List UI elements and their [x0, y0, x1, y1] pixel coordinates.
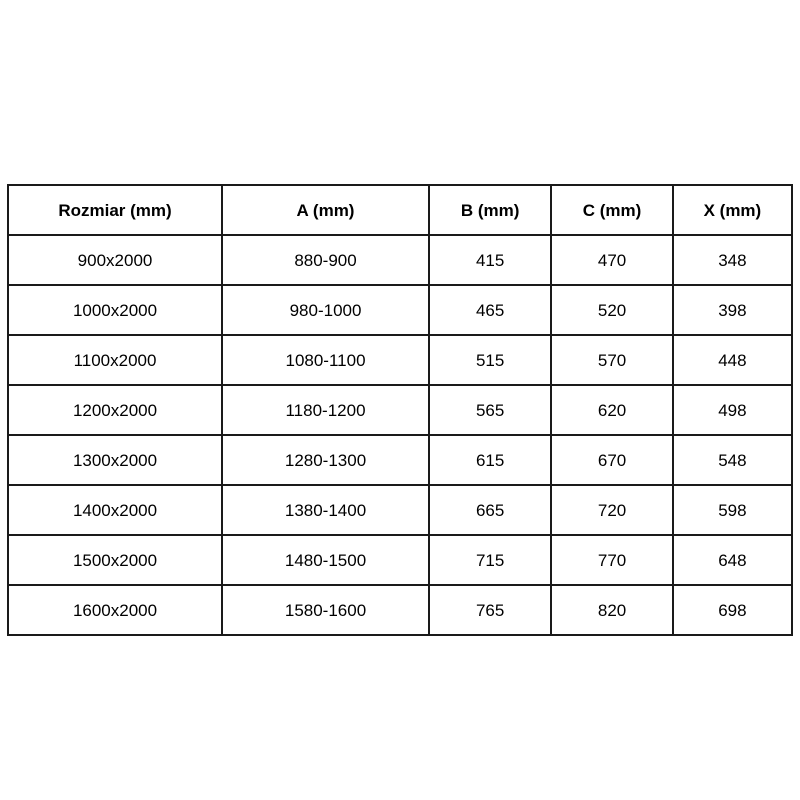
table-cell-a: 1080-1100	[222, 335, 429, 385]
table-cell-rozmiar: 1200x2000	[8, 385, 222, 435]
table-cell-c: 720	[551, 485, 673, 535]
table-row	[8, 335, 792, 385]
table-cell-rozmiar: 1000x2000	[8, 285, 222, 335]
table-cell-x: 348	[673, 235, 792, 285]
column-header-c: C (mm)	[551, 185, 673, 235]
table-cell-x: 648	[673, 535, 792, 585]
column-header-x: X (mm)	[673, 185, 792, 235]
table-body	[8, 235, 792, 635]
table-cell-rozmiar: 1400x2000	[8, 485, 222, 535]
table-cell-b: 415	[429, 235, 551, 285]
table-cell-c: 670	[551, 435, 673, 485]
table-cell-x: 448	[673, 335, 792, 385]
table-cell-c: 820	[551, 585, 673, 635]
table-cell-a: 1580-1600	[222, 585, 429, 635]
table-cell-b: 515	[429, 335, 551, 385]
table-row	[8, 285, 792, 335]
table-cell-x: 698	[673, 585, 792, 635]
column-header-a: A (mm)	[222, 185, 429, 235]
table-row	[8, 235, 792, 285]
table-cell-c: 520	[551, 285, 673, 335]
table-cell-c: 620	[551, 385, 673, 435]
table-row	[8, 435, 792, 485]
column-header-rozmiar: Rozmiar (mm)	[8, 185, 222, 235]
table-cell-a: 980-1000	[222, 285, 429, 335]
table-cell-a: 1180-1200	[222, 385, 429, 435]
table-cell-b: 715	[429, 535, 551, 585]
table-cell-a: 880-900	[222, 235, 429, 285]
table-header	[8, 185, 792, 235]
table-cell-rozmiar: 900x2000	[8, 235, 222, 285]
table-cell-b: 565	[429, 385, 551, 435]
column-header-b: B (mm)	[429, 185, 551, 235]
table-cell-c: 470	[551, 235, 673, 285]
table-cell-rozmiar: 1500x2000	[8, 535, 222, 585]
table-row	[8, 385, 792, 435]
table-cell-a: 1480-1500	[222, 535, 429, 585]
table-row	[8, 485, 792, 535]
table-cell-rozmiar: 1100x2000	[8, 335, 222, 385]
table-cell-a: 1280-1300	[222, 435, 429, 485]
table-cell-b: 465	[429, 285, 551, 335]
table-row	[8, 535, 792, 585]
table-cell-x: 548	[673, 435, 792, 485]
table-cell-x: 498	[673, 385, 792, 435]
table-header-row	[8, 185, 792, 235]
size-dimensions-table	[7, 184, 793, 636]
table-cell-x: 598	[673, 485, 792, 535]
table-cell-b: 765	[429, 585, 551, 635]
table-cell-c: 570	[551, 335, 673, 385]
table-cell-rozmiar: 1300x2000	[8, 435, 222, 485]
table-cell-b: 665	[429, 485, 551, 535]
table-cell-x: 398	[673, 285, 792, 335]
table-cell-b: 615	[429, 435, 551, 485]
table-cell-rozmiar: 1600x2000	[8, 585, 222, 635]
table-row	[8, 585, 792, 635]
table-cell-c: 770	[551, 535, 673, 585]
table-cell-a: 1380-1400	[222, 485, 429, 535]
